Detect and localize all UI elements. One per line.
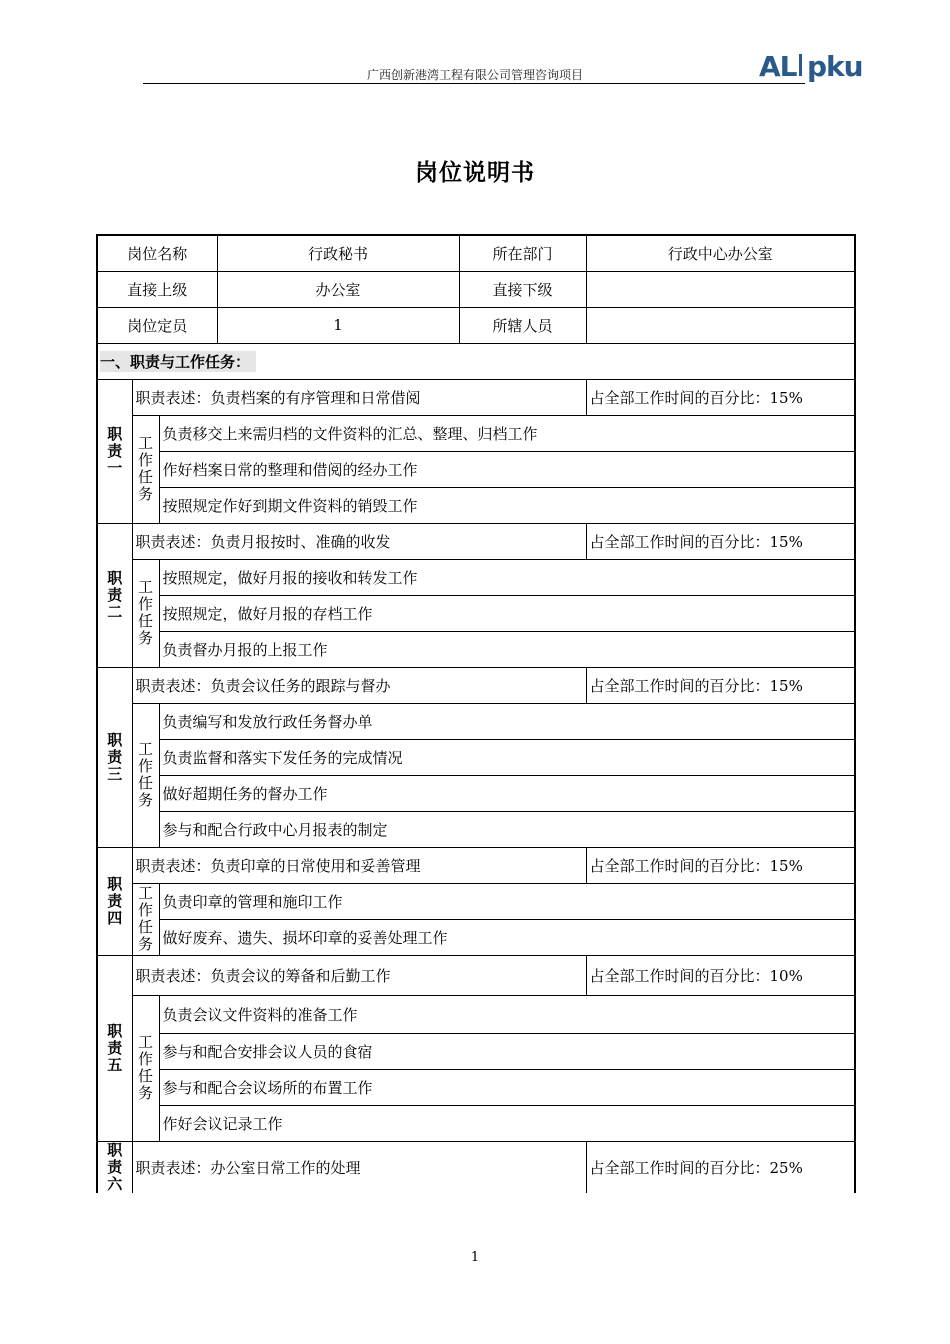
- task-label: [132, 883, 159, 955]
- duty-label: [97, 667, 132, 847]
- duty-task-row: [97, 703, 855, 739]
- duty-task-row: [97, 1105, 855, 1141]
- vertical-char: 工: [137, 434, 153, 452]
- vertical-char: 工: [137, 884, 153, 902]
- duty-description: 职责表述：负责印章的日常使用和妥善管理: [132, 847, 586, 883]
- task-item: 负责监督和落实下发任务的完成情况: [159, 739, 855, 775]
- section-title-text: 一、职责与工作任务：: [100, 351, 256, 372]
- section-title: [97, 343, 855, 379]
- supervisor-value: 办公室: [217, 271, 459, 307]
- duty-description-row: [97, 667, 855, 703]
- vertical-char: 责: [107, 747, 123, 766]
- position-name-value: 行政秘书: [217, 235, 459, 271]
- duty-task-row: [97, 595, 855, 631]
- vertical-char: 职: [107, 424, 123, 443]
- vertical-char: 务: [137, 485, 153, 503]
- vertical-char: 职: [107, 1141, 123, 1159]
- duty-description: 职责表述：负责档案的有序管理和日常借阅: [132, 379, 586, 415]
- vertical-char: 工: [137, 578, 153, 596]
- duty-task-row: [97, 739, 855, 775]
- task-item: 负责编写和发放行政任务督办单: [159, 703, 855, 739]
- task-item: 负责会议文件资料的准备工作: [159, 995, 855, 1033]
- task-item: 作好会议记录工作: [159, 1105, 855, 1141]
- vertical-char: 作: [137, 1050, 153, 1068]
- duty-time-percent: 占全部工作时间的百分比：15%: [586, 523, 855, 559]
- duty-label: [97, 523, 132, 667]
- vertical-char: 任: [137, 1067, 153, 1085]
- task-item: 负责督办月报的上报工作: [159, 631, 855, 667]
- duty-time-percent: 占全部工作时间的百分比：15%: [586, 667, 855, 703]
- vertical-char: 四: [107, 908, 123, 927]
- subordinate-value: [586, 271, 855, 307]
- task-label: [132, 559, 159, 667]
- section-header-row: [97, 343, 855, 379]
- duty-time-percent: 占全部工作时间的百分比：10%: [586, 955, 855, 995]
- position-name-label: 岗位名称: [97, 235, 217, 271]
- duty-time-percent: 占全部工作时间的百分比：15%: [586, 847, 855, 883]
- duty-time-percent: 占全部工作时间的百分比：15%: [586, 379, 855, 415]
- duty-description-row: [97, 1141, 855, 1193]
- supervisor-label: 直接上级: [97, 271, 217, 307]
- task-label: [132, 415, 159, 523]
- vertical-char: 工: [137, 1033, 153, 1051]
- duty-description: 职责表述：负责会议任务的跟踪与督办: [132, 667, 586, 703]
- job-description-table: [96, 234, 856, 1193]
- vertical-char: 职: [107, 1021, 123, 1040]
- vertical-char: 作: [137, 757, 153, 775]
- duty-task-row: [97, 451, 855, 487]
- duty-label: [97, 1141, 132, 1193]
- vertical-char: 作: [137, 451, 153, 469]
- task-item: 按照规定，做好月报的接收和转发工作: [159, 559, 855, 595]
- vertical-char: 任: [137, 774, 153, 792]
- department-label: 所在部门: [459, 235, 586, 271]
- vertical-char: 作: [137, 901, 153, 919]
- headcount-value: 1: [217, 307, 459, 343]
- duty-description-row: [97, 523, 855, 559]
- vertical-char: 六: [107, 1174, 123, 1193]
- vertical-char: 职: [107, 874, 123, 893]
- duty-description: 职责表述：负责会议的筹备和后勤工作: [132, 955, 586, 995]
- subordinate-label: 直接下级: [459, 271, 586, 307]
- duty-time-percent: 占全部工作时间的百分比：25%: [586, 1141, 855, 1193]
- vertical-char: 责: [107, 891, 123, 910]
- duty-task-row: [97, 1069, 855, 1105]
- task-label: [132, 703, 159, 847]
- vertical-char: 责: [107, 1157, 123, 1176]
- task-item: 参与和配合安排会议人员的食宿: [159, 1033, 855, 1069]
- managed-label: 所辖人员: [459, 307, 586, 343]
- task-item: 做好废弃、遗失、损坏印章的妥善处理工作: [159, 919, 855, 955]
- duty-task-row: [97, 415, 855, 451]
- department-value: 行政中心办公室: [586, 235, 855, 271]
- task-item: 做好超期任务的督办工作: [159, 775, 855, 811]
- task-item: 按照规定，做好月报的存档工作: [159, 595, 855, 631]
- task-item: 按照规定作好到期文件资料的销毁工作: [159, 487, 855, 523]
- duty-task-row: [97, 631, 855, 667]
- duty-task-row: [97, 811, 855, 847]
- vertical-char: 职: [107, 730, 123, 749]
- vertical-char: 任: [137, 468, 153, 486]
- info-row-1: [97, 235, 855, 271]
- task-item: 参与和配合行政中心月报表的制定: [159, 811, 855, 847]
- duty-task-row: [97, 883, 855, 919]
- managed-value: [586, 307, 855, 343]
- task-label: [132, 995, 159, 1141]
- vertical-char: 二: [107, 602, 123, 621]
- duty-task-row: [97, 775, 855, 811]
- vertical-char: 任: [137, 918, 153, 936]
- duty-task-row: [97, 919, 855, 955]
- duty-label: [97, 847, 132, 955]
- vertical-char: 三: [107, 764, 123, 783]
- duty-description: 职责表述：办公室日常工作的处理: [132, 1141, 586, 1193]
- task-item: 参与和配合会议场所的布置工作: [159, 1069, 855, 1105]
- info-row-2: [97, 271, 855, 307]
- vertical-char: 务: [137, 791, 153, 809]
- duty-description: 职责表述：负责月报按时、准确的收发: [132, 523, 586, 559]
- company-logo: [757, 48, 872, 82]
- vertical-char: 务: [137, 1084, 153, 1102]
- info-row-3: [97, 307, 855, 343]
- vertical-char: 责: [107, 1038, 123, 1057]
- vertical-char: 五: [107, 1055, 123, 1074]
- duty-task-row: [97, 559, 855, 595]
- vertical-char: 任: [137, 612, 153, 630]
- task-item: 作好档案日常的整理和借阅的经办工作: [159, 451, 855, 487]
- duty-task-row: [97, 1033, 855, 1069]
- vertical-char: 务: [137, 629, 153, 647]
- svg-text:AL: AL: [759, 50, 797, 82]
- document-title: 岗位说明书: [415, 160, 535, 186]
- duty-label: [97, 955, 132, 1141]
- duty-description-row: [97, 955, 855, 995]
- vertical-char: 责: [107, 585, 123, 604]
- header-project-title: 广西创新港湾工程有限公司管理咨询项目: [366, 68, 583, 82]
- duty-task-row: [97, 995, 855, 1033]
- duty-task-row: [97, 487, 855, 523]
- duty-description-row: [97, 379, 855, 415]
- vertical-char: 作: [137, 595, 153, 613]
- vertical-char: 职: [107, 568, 123, 587]
- duty-description-row: [97, 847, 855, 883]
- vertical-char: 责: [107, 441, 123, 460]
- vertical-char: 工: [137, 740, 153, 758]
- svg-text:pku: pku: [807, 50, 863, 82]
- task-item: 负责印章的管理和施印工作: [159, 883, 855, 919]
- page-number: 1: [470, 1250, 480, 1265]
- header-divider: [143, 83, 805, 84]
- vertical-char: 一: [107, 458, 123, 477]
- headcount-label: 岗位定员: [97, 307, 217, 343]
- vertical-char: 务: [137, 935, 153, 953]
- task-item: 负责移交上来需归档的文件资料的汇总、整理、归档工作: [159, 415, 855, 451]
- duty-label: [97, 379, 132, 523]
